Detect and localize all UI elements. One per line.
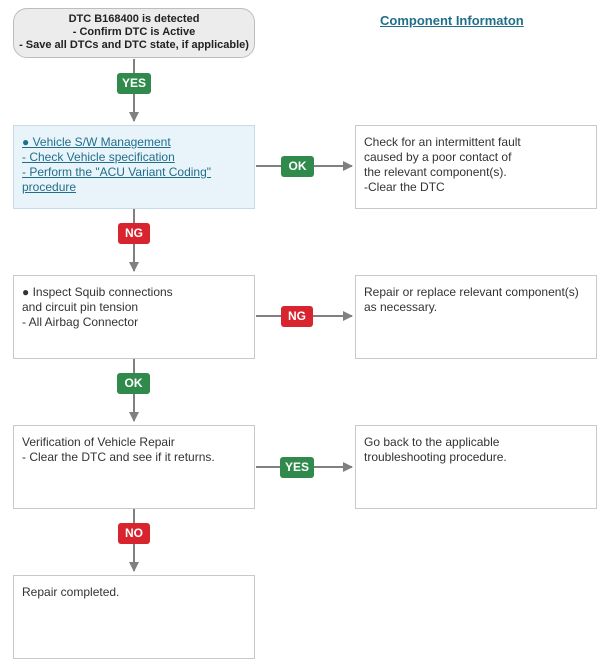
- start-line-1: DTC B168400 is detected: [68, 13, 200, 25]
- badge-step1-ng: NG: [118, 223, 150, 244]
- badge-step3-no: NO: [118, 523, 150, 544]
- step2-line-2: and circuit pin tension: [22, 300, 139, 314]
- check-vehicle-spec-link[interactable]: - Check Vehicle specification: [22, 150, 175, 164]
- step3-result-line-1: Go back to the applicable: [364, 435, 500, 449]
- acu-variant-coding-link[interactable]: - Perform the "ACU Variant Coding": [22, 165, 212, 179]
- step3-verification-box: [13, 425, 255, 509]
- final-repair-completed-box: [13, 575, 255, 659]
- step1-result-line-2: caused by a poor contact of: [364, 150, 512, 164]
- badge-step2-ng: NG: [281, 306, 313, 327]
- step1-result-box: [355, 125, 597, 209]
- acu-variant-coding-link-cont[interactable]: procedure: [22, 180, 77, 194]
- component-information-link[interactable]: Component Informaton: [380, 13, 524, 28]
- start-line-2: - Confirm DTC is Active: [72, 26, 196, 38]
- badge-start-yes: YES: [117, 73, 151, 94]
- step1-vehicle-sw-box: [13, 125, 255, 209]
- badge-step1-ok: OK: [281, 156, 314, 177]
- step1-result-line-1: Check for an intermittent fault: [364, 135, 521, 149]
- step1-result-line-4: -Clear the DTC: [364, 180, 445, 194]
- step1-result-line-3: the relevant component(s).: [364, 165, 507, 179]
- step2-inspect-squib-box: [13, 275, 255, 359]
- final-text: Repair completed.: [22, 585, 120, 599]
- step3-line-1: Verification of Vehicle Repair: [22, 435, 175, 449]
- vehicle-sw-management-link[interactable]: ● Vehicle S/W Management: [22, 135, 171, 149]
- step3-result-line-2: troubleshooting procedure.: [364, 450, 507, 464]
- step2-result-line-2: as necessary.: [364, 300, 438, 314]
- badge-step3-yes: YES: [280, 457, 314, 478]
- step2-result-line-1: Repair or replace relevant component(s): [364, 285, 579, 299]
- step2-result-box: [355, 275, 597, 359]
- step3-result-box: [355, 425, 597, 509]
- start-dtc-detected-box: [13, 8, 255, 58]
- badge-step2-ok: OK: [117, 373, 150, 394]
- step2-line-3: - All Airbag Connector: [22, 315, 139, 329]
- step3-line-2: - Clear the DTC and see if it returns.: [22, 450, 215, 464]
- step2-line-1: ● Inspect Squib connections: [22, 285, 173, 299]
- start-line-3: - Save all DTCs and DTC state, if applicable): [19, 39, 249, 51]
